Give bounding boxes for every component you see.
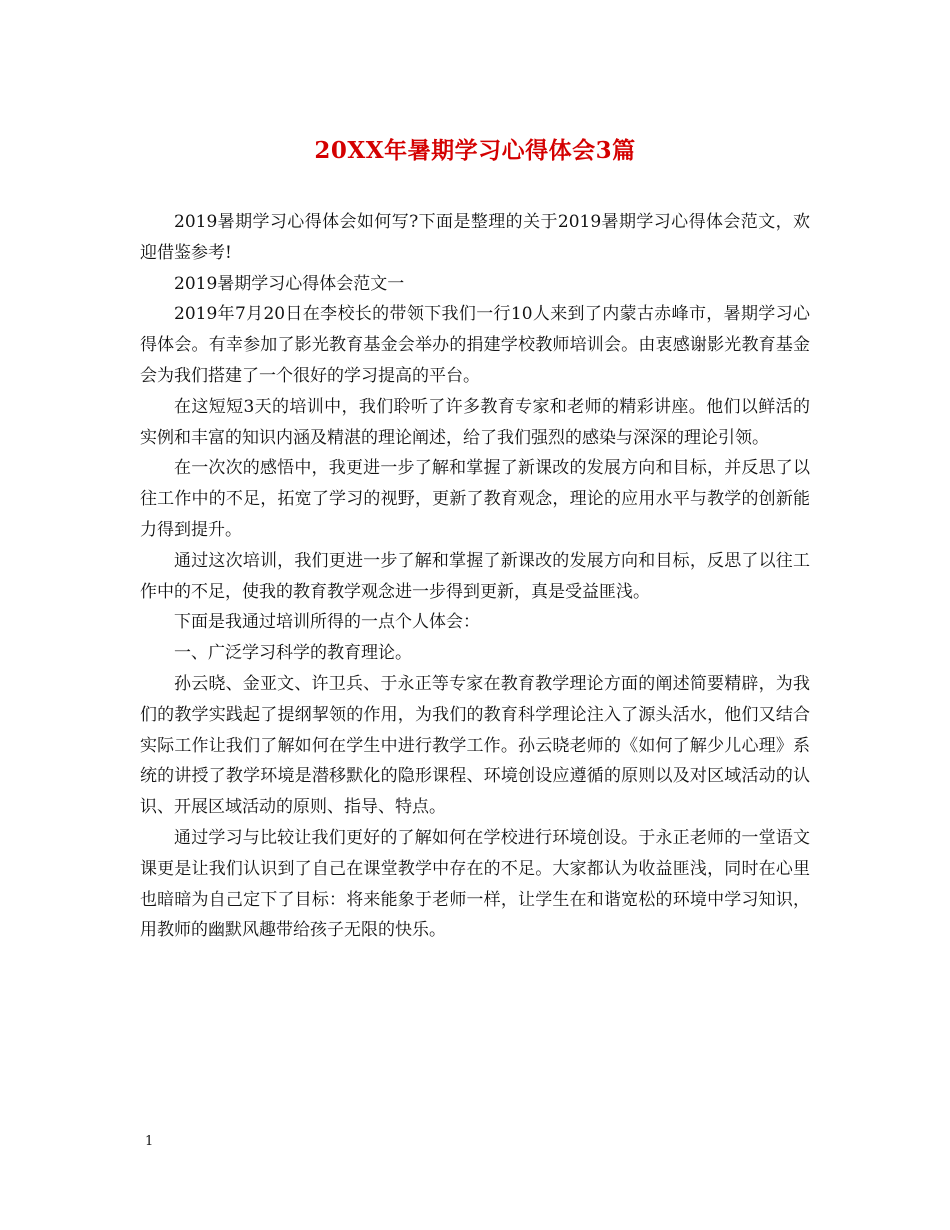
document-title: 20XX年暑期学习心得体会3篇: [314, 137, 636, 164]
paragraph: 通过学习与比较让我们更好的了解如何在学校进行环境创设。于永正老师的一堂语文课更是让我们认识到了自己在课堂教学中存在的不足。大家都认为收益匪浅，同时在心里也暗暗为自己定下了目标：将来能象于老师一样，让学生在和谐宽松的环境中学习知识，用教师的幽默风趣带给孩子无限的快乐。: [140, 827, 810, 941]
paragraph: 在这短短3天的培训中，我们聆听了许多教育专家和老师的精彩讲座。他们以鲜活的实例和丰富的知识内涵及精湛的理论阐述，给了我们强烈的感染与深深的理论引领。: [140, 396, 810, 448]
paragraph: 孙云晓、金亚文、许卫兵、于永正等专家在教育教学理论方面的阐述简要精辟，为我们的教学实践起了提纲挈领的作用，为我们的教育科学理论注入了源头活水，他们又结合实际工作让我们了解如何在学生中进行教学工作。孙云晓老师的《如何了解少儿心理》系统的讲授了教学环境是潜移默化的隐形课程、环境创设应遵循的原则以及对区域活动的认识、开展区域活动的原则、指导、特点。: [140, 673, 810, 818]
paragraph: 通过这次培训，我们更进一步了解和掌握了新课改的发展方向和目标，反思了以往工作中的不足，使我的教育教学观念进一步得到更新，真是受益匪浅。: [140, 550, 810, 602]
document-body: [140, 207, 810, 946]
paragraph: 下面是我通过培训所得的一点个人体会：: [174, 612, 480, 633]
paragraph-intro: 2019暑期学习心得体会如何写?下面是整理的关于2019暑期学习心得体会范文，欢迎借鉴参考!: [140, 212, 810, 263]
section-heading: 一、广泛学习科学的教育理论。: [174, 643, 412, 664]
paragraph-heading-sample-one: 2019暑期学习心得体会范文一: [174, 273, 405, 294]
paragraph: 在一次次的感悟中，我更进一步了解和掌握了新课改的发展方向和目标，并反思了以往工作中的不足，拓宽了学习的视野，更新了教育观念，理论的应用水平与教学的创新能力得到提升。: [140, 458, 810, 540]
page-number: 1: [145, 1134, 154, 1149]
paragraph: 2019年7月20日在李校长的带领下我们一行10人来到了内蒙古赤峰市，暑期学习心得体会。有幸参加了影光教育基金会举办的捐建学校教师培训会。由衷感谢影光教育基金会为我们搭建了一个很好的学习提高的平台。: [140, 304, 810, 386]
